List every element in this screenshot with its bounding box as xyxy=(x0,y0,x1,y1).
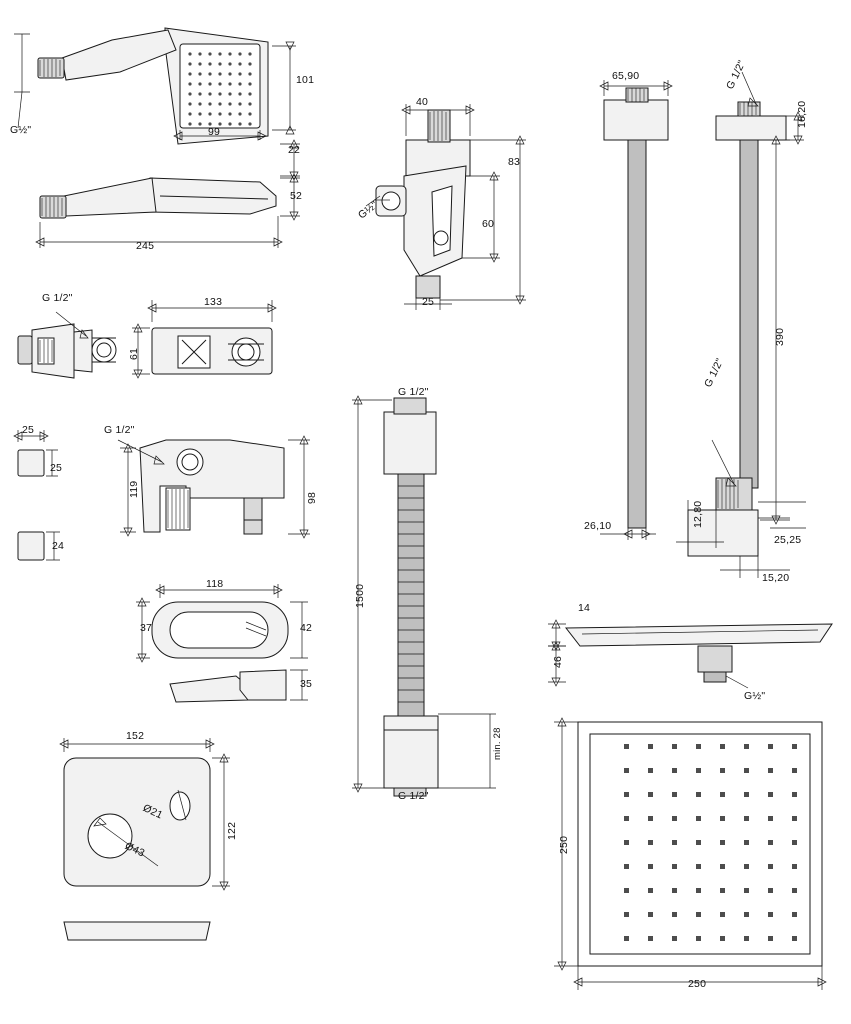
dim-arm-base-offset: 26,10 xyxy=(584,520,612,532)
dim-square-head-height: 250 xyxy=(558,835,570,854)
dim-outlet-body-height: 60 xyxy=(482,218,495,230)
dim-concealed-width: 133 xyxy=(204,296,223,308)
dim-outlet-total-height: 83 xyxy=(508,156,521,168)
hose-drawing xyxy=(352,396,496,796)
dim-handle-depth-b: 35 xyxy=(300,678,313,690)
dim-wall-arm-a: 12,80 xyxy=(692,500,704,528)
dim-handshower-offset: 22 xyxy=(288,144,301,156)
label-concealed-thread: G 1/2" xyxy=(42,292,73,304)
dim-hose-min: min. 28 xyxy=(492,727,503,760)
square-head-face-drawing xyxy=(554,718,826,990)
handshower-square-drawing xyxy=(14,28,296,144)
dim-handshower-width: 99 xyxy=(208,126,221,138)
dim-square-head-width: 250 xyxy=(688,978,707,990)
dim-arm-diameter: 65,90 xyxy=(612,70,640,82)
dim-slim-height: 52 xyxy=(290,190,303,202)
dim-plate-hole-large: Ø43 xyxy=(122,840,147,860)
handle-plate-drawing xyxy=(136,584,308,702)
dim-concealed-height: 61 xyxy=(128,347,140,360)
dim-spout-b: 25 xyxy=(50,462,63,474)
dim-outlet-bottom: 25 xyxy=(422,296,435,308)
dim-head-connector: 46 xyxy=(552,655,564,668)
label-outlet-thread: G½" xyxy=(356,198,381,222)
dim-wall-arm-b: 25,25 xyxy=(774,534,802,546)
dim-plate-height: 122 xyxy=(226,821,238,840)
label-handshower-thread: G½" xyxy=(10,124,32,136)
label-hose-thread-top: G 1/2" xyxy=(398,386,429,398)
ceiling-arm-short-drawing xyxy=(600,80,672,540)
dim-hose-length: 1500 xyxy=(354,583,366,608)
dim-slim-length: 245 xyxy=(136,240,155,252)
handshower-slim-drawing xyxy=(36,140,303,248)
dim-outlet-width: 40 xyxy=(416,96,429,108)
dim-plate-width: 152 xyxy=(126,730,145,742)
dim-head-thickness: 14 xyxy=(578,602,591,614)
dim-handle-depth-a: 42 xyxy=(300,622,313,634)
label-wall-arm-thread: G 1/2" xyxy=(702,356,727,390)
label-hose-thread-bottom: G 1/2" xyxy=(398,790,429,802)
dim-plate-hole-small: Ø21 xyxy=(140,802,165,822)
dim-arm-drop: 16,20 xyxy=(796,100,808,128)
dim-handle-height: 37 xyxy=(140,622,153,634)
dim-arm-length: 390 xyxy=(774,327,786,346)
slim-head-side-drawing xyxy=(548,620,832,688)
concealed-body-drawing xyxy=(18,300,276,378)
wall-outlet-holder-drawing xyxy=(366,104,526,310)
dim-wall-arm-c: 15,20 xyxy=(762,572,790,584)
dim-handle-length: 118 xyxy=(206,578,224,590)
dim-mixer-height-left: 119 xyxy=(128,480,140,498)
dim-spout-c: 24 xyxy=(52,540,65,552)
label-head-thread: G½" xyxy=(744,690,766,702)
dim-mixer-height: 98 xyxy=(306,491,318,504)
cover-plate-drawing xyxy=(60,738,230,940)
dim-handshower-height: 101 xyxy=(296,74,315,86)
label-arm-thread-top: G 1/2" xyxy=(724,58,749,92)
dim-spout-a: 25 xyxy=(22,424,35,436)
label-mixer-thread: G 1/2" xyxy=(104,424,135,436)
